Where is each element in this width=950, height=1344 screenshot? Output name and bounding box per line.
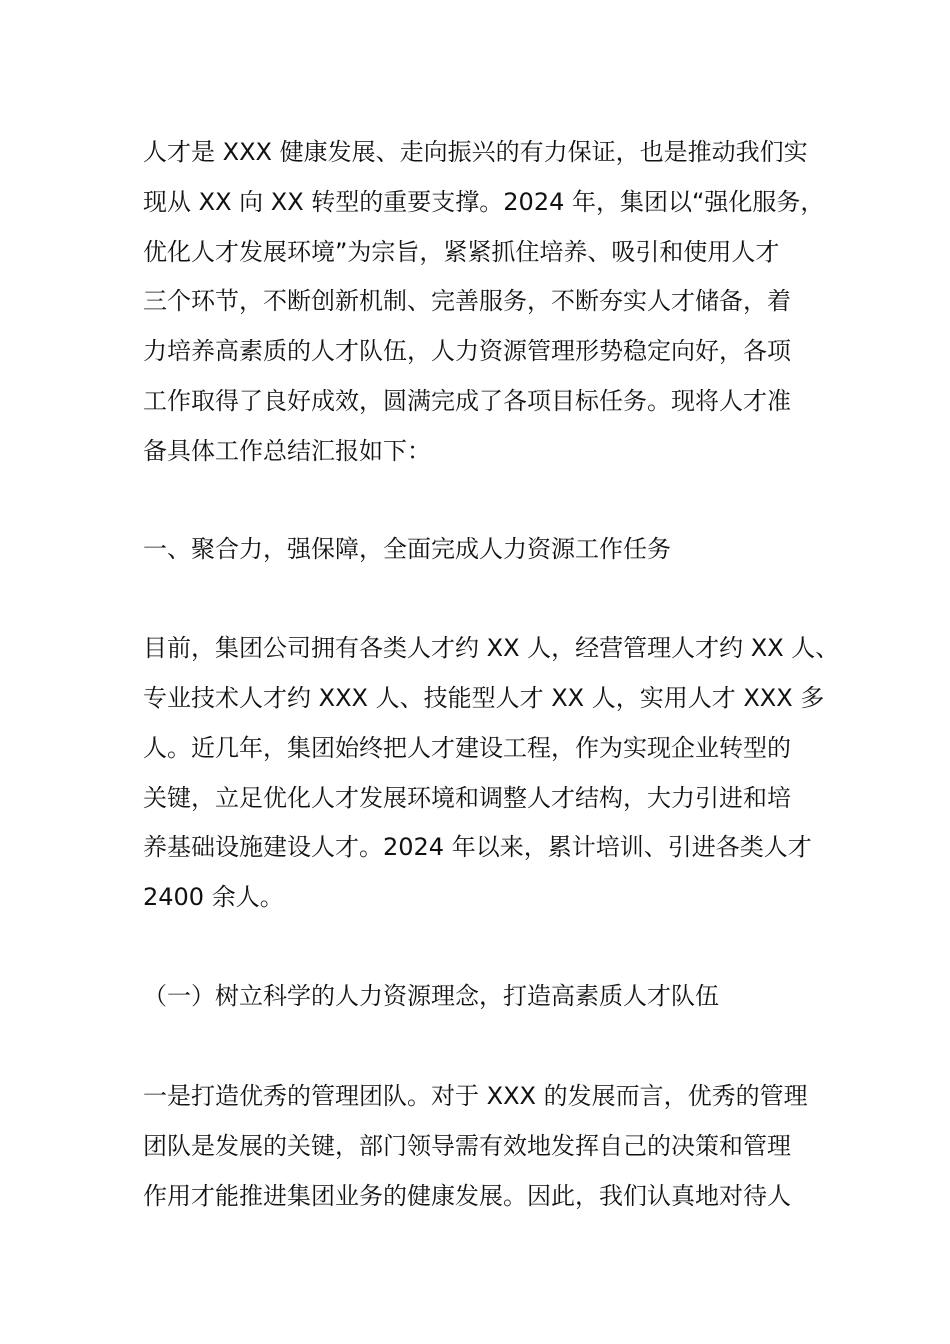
intro-line: 工作取得了良好成效，圆满完成了各项目标任务。现将人才准: [143, 387, 791, 415]
body-line: 专业技术人才约 XXX 人、技能型人才 XX 人，实用人才 XXX 多: [143, 684, 825, 712]
intro-line: 现从 XX 向 XX 转型的重要支撑。2024 年，集团以“强化服务，: [143, 188, 825, 216]
body-line: 作用才能推进集团业务的健康发展。因此，我们认真地对待人: [143, 1182, 791, 1210]
section-heading: 一、聚合力，强保障，全面完成人力资源工作任务: [143, 535, 671, 563]
subsection-heading: （一）树立科学的人力资源理念，打造高素质人才队伍: [143, 982, 719, 1010]
intro-line: 人才是 XXX 健康发展、走向振兴的有力保证，也是推动我们实: [143, 138, 808, 166]
body-line: 关键，立足优化人才发展环境和调整人才结构，大力引进和培: [143, 784, 791, 812]
intro-line: 优化人才发展环境”为宗旨，紧紧抓住培养、吸引和使用人才: [143, 238, 780, 266]
intro-line: 备具体工作总结汇报如下：: [143, 437, 431, 465]
body-line: 2400 余人。: [143, 883, 284, 911]
intro-line: 三个环节，不断创新机制、完善服务，不断夯实人才储备，着: [143, 287, 791, 315]
body-line: 目前，集团公司拥有各类人才约 XX 人，经营管理人才约 XX 人、: [143, 634, 840, 662]
body-line: 一是打造优秀的管理团队。对于 XXX 的发展而言，优秀的管理: [143, 1082, 808, 1110]
intro-line: 力培养高素质的人才队伍，人力资源管理形势稳定向好，各项: [143, 337, 791, 365]
body-line: 团队是发展的关键，部门领导需有效地发挥自己的决策和管理: [143, 1132, 791, 1160]
body-line: 人。近几年，集团始终把人才建设工程，作为实现企业转型的: [143, 734, 791, 762]
body-line: 养基础设施建设人才。2024 年以来，累计培训、引进各类人才: [143, 833, 812, 861]
